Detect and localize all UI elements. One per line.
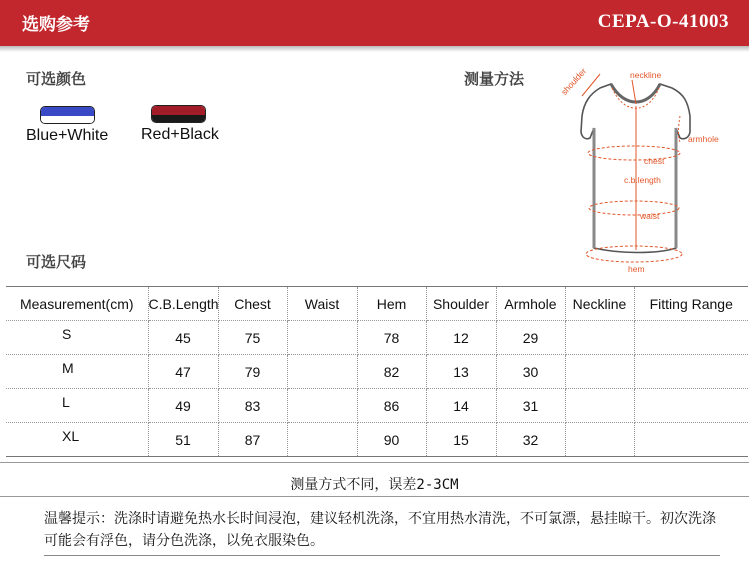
divider-line <box>0 462 749 463</box>
table-cell: 30 <box>496 355 565 389</box>
table-cell: 83 <box>218 389 287 423</box>
table-cell: 78 <box>357 321 426 355</box>
size-cell <box>6 389 148 423</box>
size-cell <box>6 321 148 355</box>
label-neckline: neckline <box>630 70 662 80</box>
measure-title: 测量方法 <box>464 70 525 88</box>
size-label: S <box>62 325 72 342</box>
sizes-title: 可选尺码 <box>26 253 87 271</box>
size-label: L <box>62 393 70 410</box>
bottom-divider <box>44 555 720 556</box>
swatch-band-top <box>41 107 94 116</box>
table-header-row <box>6 287 748 321</box>
table-cell <box>565 321 634 355</box>
page-title: 选购参考 <box>22 15 90 35</box>
size-label: M <box>62 359 74 376</box>
header-bar <box>0 0 749 46</box>
label-waist: waist <box>640 211 660 221</box>
divider-line <box>0 496 749 497</box>
table-cell: 31 <box>496 389 565 423</box>
swatch-band-bottom <box>41 116 94 124</box>
table-cell <box>634 321 748 355</box>
colors-title: 可选颜色 <box>26 70 87 88</box>
table-cell: 47 <box>148 355 218 389</box>
table-cell <box>287 389 357 423</box>
size-label: XL <box>62 427 80 444</box>
header-armhole: Armhole <box>496 287 565 321</box>
label-chest: chest <box>644 156 665 166</box>
table-cell: 15 <box>426 423 496 457</box>
care-tips: 温馨提示：洗涤时请避免热水长时间浸泡，建议轻机洗涤，不宜用热水清洗，不可氯漂，悬挂晾干。初次洗涤可能会有浮色，请分色洗涤，以免衣服染色。 <box>44 511 716 549</box>
size-cell <box>6 423 148 457</box>
table-row <box>6 423 748 457</box>
table-cell: 79 <box>218 355 287 389</box>
swatch-blue-white[interactable] <box>40 106 95 124</box>
table-cell: 29 <box>496 321 565 355</box>
header-chest: Chest <box>218 287 287 321</box>
table-cell: 13 <box>426 355 496 389</box>
table-row <box>6 321 748 355</box>
header-hem: Hem <box>357 287 426 321</box>
header-measurement: Measurement(cm) <box>6 287 148 321</box>
table-cell: 82 <box>357 355 426 389</box>
table-cell <box>634 389 748 423</box>
table-row <box>6 389 748 423</box>
swatch-band-bottom <box>152 115 205 123</box>
swatch-red-black[interactable] <box>151 105 206 123</box>
header-fitting-range: Fitting Range <box>634 287 748 321</box>
header-cb-length: C.B.Length <box>148 287 218 321</box>
measurement-diagram <box>548 58 738 280</box>
label-cb-length: c.b.length <box>624 175 661 185</box>
header-neckline: Neckline <box>565 287 634 321</box>
table-cell <box>287 321 357 355</box>
table-cell: 14 <box>426 389 496 423</box>
header-divider <box>0 46 749 52</box>
swatch-band-top <box>152 106 205 115</box>
table-cell: 87 <box>218 423 287 457</box>
table-cell: 86 <box>357 389 426 423</box>
size-table <box>6 286 748 457</box>
table-row <box>6 355 748 389</box>
table-cell: 12 <box>426 321 496 355</box>
tolerance-note: 测量方式不同，误差2-3CM <box>290 477 459 493</box>
table-cell: 45 <box>148 321 218 355</box>
table-cell: 90 <box>357 423 426 457</box>
table-cell: 51 <box>148 423 218 457</box>
size-cell <box>6 355 148 389</box>
table-cell <box>565 423 634 457</box>
label-armhole: armhole <box>688 134 719 144</box>
color-label-red-black: Red+Black <box>141 126 219 143</box>
color-label-blue-white: Blue+White <box>26 127 109 144</box>
table-cell: 75 <box>218 321 287 355</box>
product-code: CEPA-O-41003 <box>597 11 729 32</box>
table-cell: 49 <box>148 389 218 423</box>
label-hem: hem <box>628 264 645 274</box>
table-cell <box>565 355 634 389</box>
table-cell <box>287 423 357 457</box>
table-cell <box>634 423 748 457</box>
header-waist: Waist <box>287 287 357 321</box>
label-shoulder: shoulder <box>558 66 589 97</box>
table-cell: 32 <box>496 423 565 457</box>
header-shoulder: Shoulder <box>426 287 496 321</box>
table-cell <box>565 389 634 423</box>
table-cell <box>634 355 748 389</box>
table-cell <box>287 355 357 389</box>
